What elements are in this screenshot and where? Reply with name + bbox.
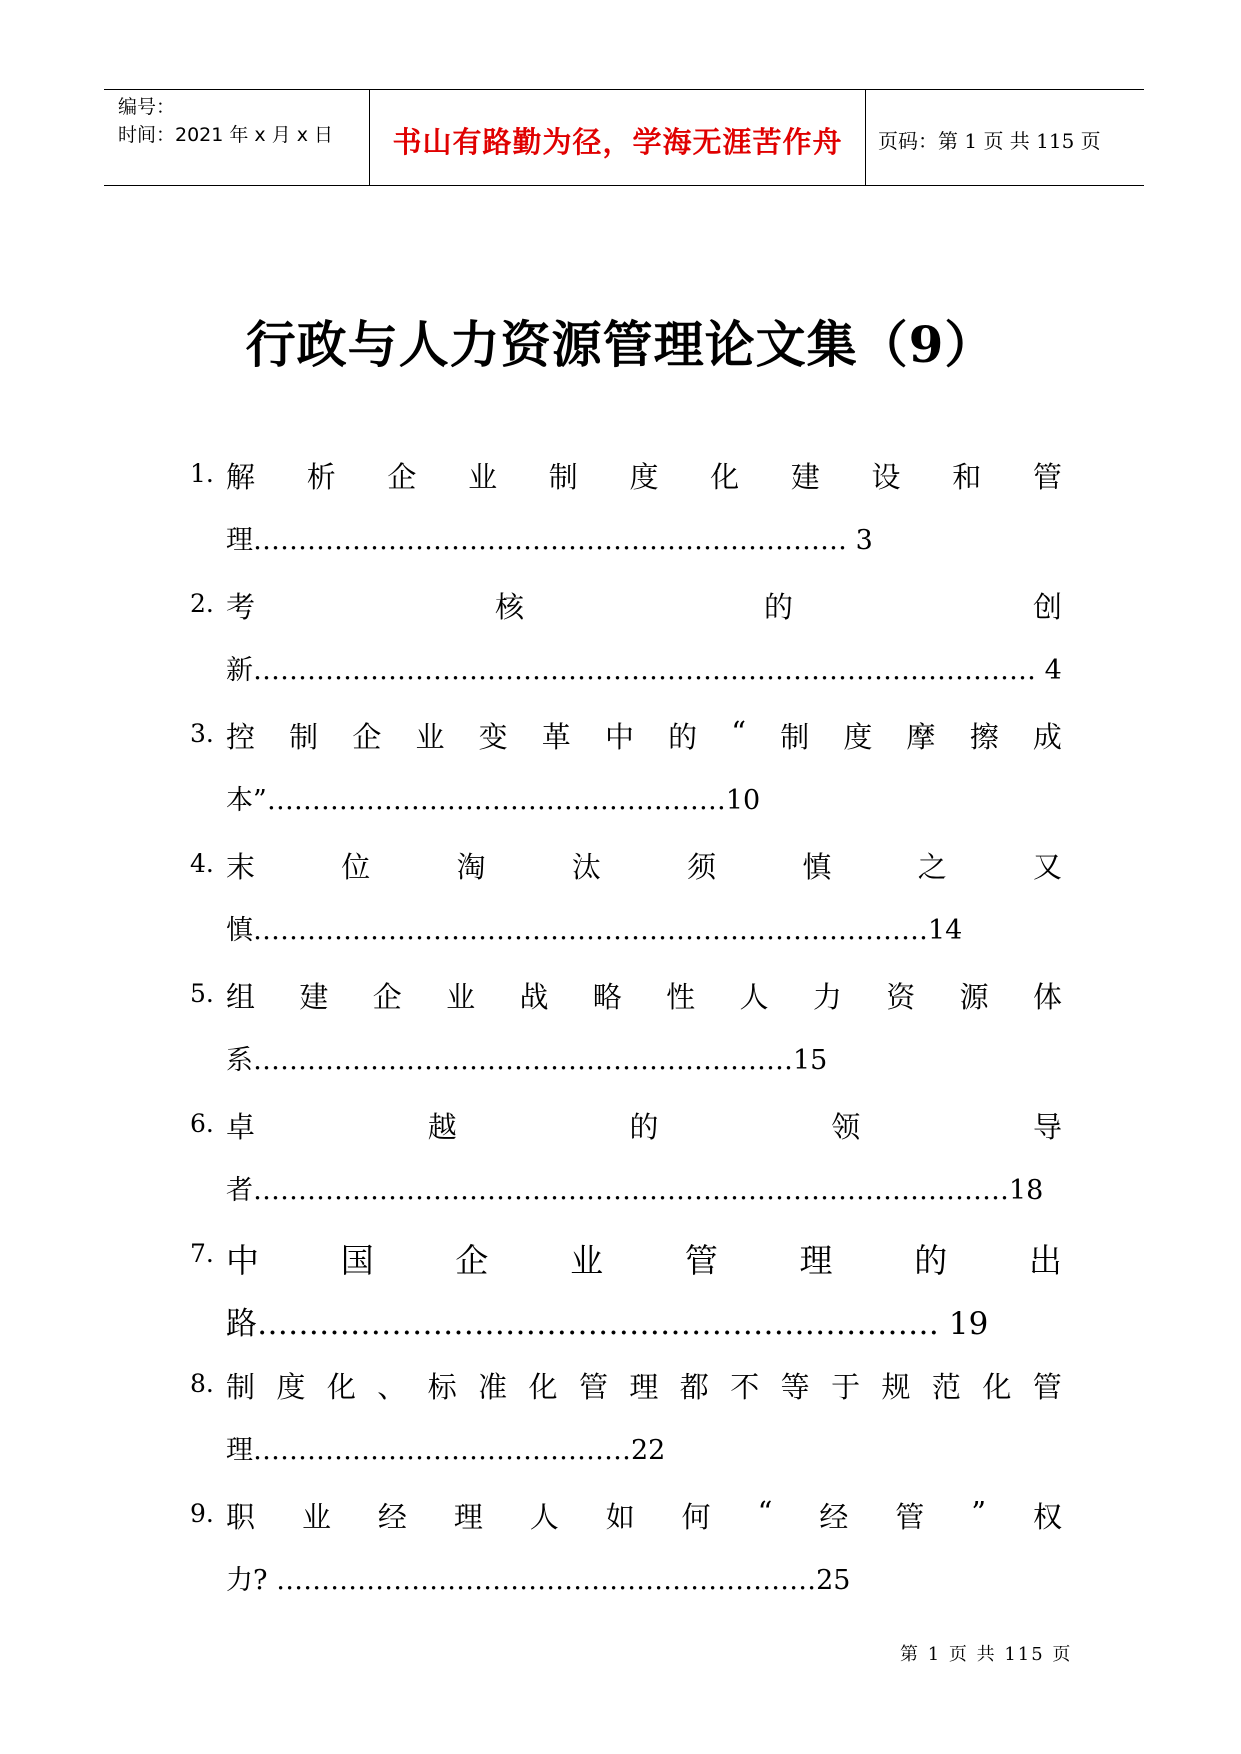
toc-title-char: 如 <box>605 1500 635 1534</box>
toc-title-char: “ <box>757 1495 773 1529</box>
toc-title-char: 业 <box>468 460 498 494</box>
toc-title-tail: 理 <box>226 1435 253 1466</box>
toc-title-char: 考 <box>226 590 256 624</box>
toc-title-char: 越 <box>427 1110 457 1144</box>
toc-title-char: 管 <box>1032 460 1062 494</box>
toc-title-char: 中 <box>226 1241 259 1280</box>
toc-title-char: 创 <box>1032 590 1062 624</box>
toc-title-char: 革 <box>541 720 571 754</box>
toc-title-char: 管 <box>1032 1370 1062 1404</box>
toc-leader-dots: ………………………………………………………………………… <box>253 1175 1009 1206</box>
toc-title-char: 度 <box>276 1370 306 1404</box>
toc-title-char: 和 <box>952 460 982 494</box>
toc-title-char: 体 <box>1032 980 1062 1014</box>
toc-title-char: 国 <box>340 1241 374 1280</box>
toc-title-char: 略 <box>592 980 622 1014</box>
toc-title-char: 战 <box>519 980 549 1014</box>
toc-title-char: 等 <box>780 1370 810 1404</box>
toc-entry-number: 8. <box>190 1369 214 1398</box>
toc-title-tail: 系 <box>226 1045 253 1076</box>
toc-title-char: 领 <box>831 1110 861 1144</box>
toc-title-char: 解 <box>226 460 256 494</box>
toc-page-number: 14 <box>928 915 963 946</box>
toc-title-char: 力 <box>812 980 842 1014</box>
toc-title-char: 经 <box>819 1500 849 1534</box>
toc-title-char: 出 <box>1028 1241 1062 1280</box>
toc-title-tail: 路 <box>226 1306 257 1342</box>
page-code: 页码：第 1 页 共 115 页 <box>878 129 1101 153</box>
toc-title-char: 导 <box>1032 1110 1062 1144</box>
toc-title-char: 职 <box>226 1500 256 1534</box>
toc-title-char: 汰 <box>571 850 601 884</box>
toc-title-char: 标 <box>427 1370 457 1404</box>
header-motto-cell <box>369 90 866 185</box>
toc-title-char: 何 <box>681 1500 711 1534</box>
toc-title-char: 组 <box>226 980 256 1014</box>
toc-title-char: “ <box>731 715 747 749</box>
toc-title-char: 卓 <box>226 1110 256 1144</box>
toc-title-char: 业 <box>301 1500 331 1534</box>
toc-title-tail: 新 <box>226 655 253 686</box>
toc-title-char: 人 <box>739 980 769 1014</box>
toc-entry-number: 4. <box>190 849 214 878</box>
toc-title-char: 理 <box>629 1370 659 1404</box>
toc-title-char: 不 <box>730 1370 760 1404</box>
toc-page-number: 22 <box>631 1435 666 1466</box>
toc-entry-continuation <box>226 1558 850 1597</box>
toc-leader-dots: …………………………………………… <box>266 785 726 816</box>
number-label: 编号： <box>118 96 176 118</box>
toc-entry-number: 6. <box>190 1109 214 1138</box>
toc-title-char: 慎 <box>802 850 832 884</box>
toc-page-number: 4 <box>1036 655 1062 686</box>
toc-title-char: 建 <box>299 980 329 1014</box>
toc-title-char: 又 <box>1032 850 1062 884</box>
toc-entry-title-line <box>226 715 1062 756</box>
toc-entry-continuation <box>226 1038 827 1077</box>
toc-entry-continuation <box>226 648 1062 687</box>
toc-title-char: 的 <box>629 1110 659 1144</box>
toc-title-char: 于 <box>831 1370 861 1404</box>
toc-entry-title-line <box>226 845 1062 886</box>
toc-title-char: 资 <box>886 980 916 1014</box>
toc-page-number: 3 <box>847 525 873 556</box>
header-page-cell <box>866 90 1144 185</box>
toc-title-tail: 力? <box>226 1565 277 1596</box>
toc-leader-dots: …………………………………………………………………………… <box>253 655 1036 686</box>
toc-entry-title-line <box>226 1495 1062 1536</box>
toc-entry-continuation <box>226 518 873 557</box>
toc-title-char: 摩 <box>906 720 936 754</box>
toc-page-number: 18 <box>1009 1175 1044 1206</box>
toc-title-char: 化 <box>710 460 740 494</box>
toc-entry-title-line <box>226 1235 1062 1282</box>
toc-title-char: 企 <box>387 460 417 494</box>
toc-title-char: 化 <box>326 1370 356 1404</box>
toc-entry-title-line <box>226 975 1062 1016</box>
toc-entry-continuation <box>226 1428 665 1467</box>
toc-entry-title-line <box>226 585 1062 626</box>
toc-title-char: 核 <box>494 590 524 624</box>
toc-title-tail: 本” <box>226 785 267 816</box>
toc-title-char: 化 <box>982 1370 1012 1404</box>
toc-page-number: 15 <box>793 1045 828 1076</box>
toc-title-char: 管 <box>684 1241 718 1280</box>
toc-title-char: 企 <box>455 1241 489 1280</box>
toc-title-char: 都 <box>679 1370 709 1404</box>
toc-title-char: 业 <box>570 1241 604 1280</box>
toc-entry-number: 7. <box>190 1239 214 1268</box>
toc-title-char: 成 <box>1032 720 1062 754</box>
toc-title-char: 度 <box>843 720 873 754</box>
toc-leader-dots: …………………………………… <box>253 1435 631 1466</box>
toc-title-char: 的 <box>763 590 793 624</box>
toc-title-char: 规 <box>881 1370 911 1404</box>
toc-title-char: 理 <box>453 1500 483 1534</box>
toc-title-char: 企 <box>372 980 402 1014</box>
toc-title-char: 变 <box>478 720 508 754</box>
toc-page-number: 10 <box>725 785 761 816</box>
toc-entry-continuation <box>226 778 760 817</box>
toc-title-char: 设 <box>871 460 901 494</box>
toc-title-char: 业 <box>415 720 445 754</box>
toc-title-char: 范 <box>931 1370 961 1404</box>
toc-title-char: 权 <box>1032 1500 1062 1534</box>
toc-leader-dots: …………………………………………………… <box>276 1565 817 1596</box>
toc-title-char: 业 <box>446 980 476 1014</box>
toc-title-char: 度 <box>629 460 659 494</box>
document-title: 行政与人力资源管理论文集（9） <box>245 315 996 374</box>
toc-title-char: 理 <box>799 1241 833 1280</box>
toc-title-char: 擦 <box>969 720 999 754</box>
toc-entry-title-line <box>226 1365 1062 1406</box>
toc-entry-number: 9. <box>190 1499 214 1528</box>
toc-title-char: 人 <box>529 1500 559 1534</box>
toc-title-char: 析 <box>306 460 336 494</box>
toc-title-char: 管 <box>895 1500 925 1534</box>
header-meta-cell <box>104 90 369 185</box>
toc-entry-title-line <box>226 1105 1062 1146</box>
toc-title-char: 企 <box>352 720 382 754</box>
toc-entry-number: 5. <box>190 979 214 1008</box>
header-table <box>104 89 1144 186</box>
toc-title-char: 经 <box>377 1500 407 1534</box>
toc-leader-dots: …………………………………………………… <box>253 1045 793 1076</box>
toc-page-number: 19 <box>939 1306 989 1342</box>
toc-title-char: 制 <box>780 720 810 754</box>
toc-leader-dots: ………………………………………………………… <box>253 525 847 556</box>
toc-title-char: 控 <box>226 720 256 754</box>
toc-entry-title-line <box>226 455 1062 496</box>
toc-title-char: 化 <box>528 1370 558 1404</box>
toc-page-number: 25 <box>816 1565 851 1596</box>
motto-text: 书山有路勤为径，学海无涯苦作舟 <box>392 125 843 159</box>
toc-title-char: 须 <box>687 850 717 884</box>
toc-title-char: 制 <box>226 1370 256 1404</box>
toc-title-char: 中 <box>604 720 634 754</box>
toc-entry-continuation <box>226 1168 1043 1207</box>
toc-title-tail: 者 <box>226 1175 253 1206</box>
toc-title-tail: 理 <box>226 525 253 556</box>
toc-leader-dots: ………………………………………………………… <box>257 1306 939 1342</box>
toc-title-char: 制 <box>289 720 319 754</box>
toc-entry-number: 3. <box>190 719 214 748</box>
toc-title-char: 性 <box>666 980 696 1014</box>
toc-entry-number: 2. <box>190 589 214 618</box>
toc-title-char: 之 <box>917 850 947 884</box>
toc-title-char: 的 <box>914 1241 948 1280</box>
toc-title-char: 位 <box>341 850 371 884</box>
toc-title-char: 源 <box>959 980 989 1014</box>
time-label: 时间：2021 年 x 月 x 日 <box>118 124 334 146</box>
toc-title-char: 建 <box>790 460 820 494</box>
toc-entry-continuation <box>226 1298 988 1343</box>
toc-title-char: ” <box>971 1495 987 1529</box>
toc-title-char: 、 <box>377 1370 407 1404</box>
toc-title-tail: 慎 <box>226 915 253 946</box>
toc-title-char: 准 <box>478 1370 508 1404</box>
toc-title-char: 制 <box>548 460 578 494</box>
toc-title-char: 末 <box>226 850 256 884</box>
toc-title-char: 淘 <box>456 850 486 884</box>
toc-entry-number: 1. <box>190 459 214 488</box>
page-footer: 第 1 页 共 115 页 <box>900 1644 1073 1665</box>
toc-leader-dots: ………………………………………………………………… <box>253 915 928 946</box>
toc-entry-continuation <box>226 908 962 947</box>
toc-title-char: 的 <box>668 720 698 754</box>
toc-title-char: 管 <box>578 1370 608 1404</box>
